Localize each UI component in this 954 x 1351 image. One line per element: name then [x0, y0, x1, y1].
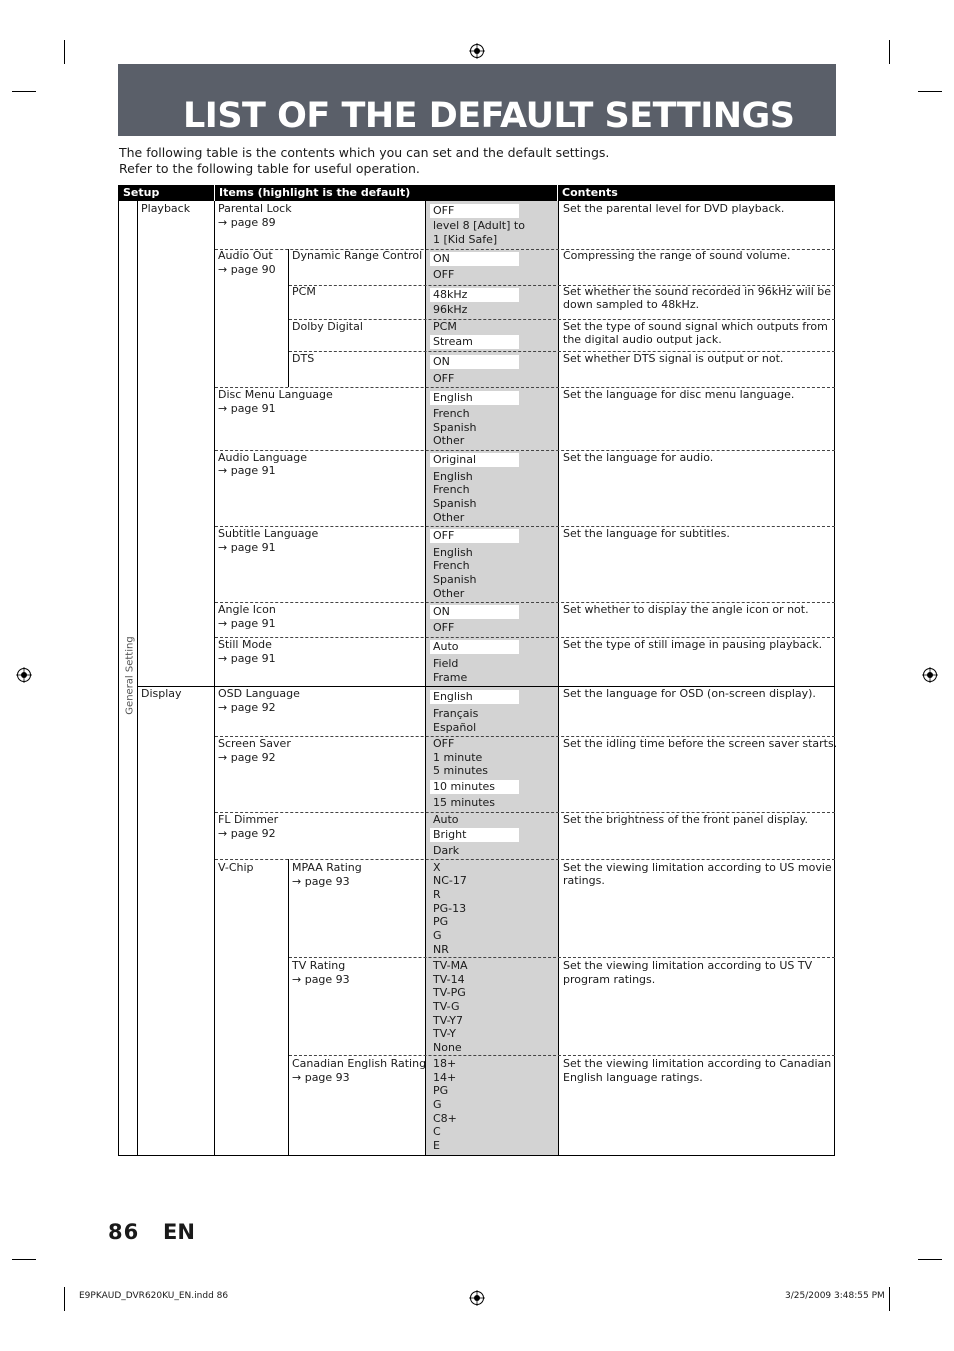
option-default: Auto — [430, 640, 519, 654]
option: Other — [433, 434, 465, 447]
page-ref: → page 91 — [218, 464, 276, 477]
intro-text — [119, 145, 609, 177]
crop-mark — [12, 91, 36, 92]
crop-mark — [12, 1259, 36, 1260]
header-setup: Setup — [123, 186, 160, 199]
content-text: Set the viewing limitation according to Canadian — [563, 1057, 832, 1070]
crop-mark — [889, 40, 890, 64]
option: Frame — [433, 671, 468, 684]
page-number: 86 — [108, 1220, 140, 1244]
option: Français — [433, 707, 479, 720]
settings-table — [118, 201, 838, 1156]
option: Other — [433, 587, 465, 600]
item-screen-saver: Screen Saver — [218, 737, 291, 750]
option: NC-17 — [433, 874, 467, 887]
crop-mark — [918, 1259, 942, 1260]
table-header — [118, 185, 835, 201]
option: TV-14 — [433, 973, 465, 986]
content-text: Set whether to display the angle icon or not. — [563, 603, 809, 616]
option: Spanish — [433, 497, 477, 510]
page-ref: → page 92 — [218, 827, 276, 840]
crop-mark — [64, 1287, 65, 1311]
option-default: Original — [430, 453, 519, 467]
item-audio-language: Audio Language — [218, 451, 308, 464]
page-ref: → page 89 — [218, 216, 276, 229]
option-default: Stream — [430, 335, 519, 349]
page-ref: → page 93 — [292, 1071, 350, 1084]
option: 14+ — [433, 1071, 457, 1084]
option-default: Bright — [430, 828, 519, 842]
intro-line: The following table is the contents which you can set and the default settings. — [119, 145, 610, 160]
content-text: Set the type of sound signal which outputs from — [563, 320, 828, 333]
option: TV-Y7 — [433, 1014, 463, 1027]
group-playback: Playback — [141, 202, 191, 215]
option: English — [433, 546, 473, 559]
item-drc: Dynamic Range Control — [292, 249, 423, 262]
option: TV-MA — [433, 959, 468, 972]
option: TV-G — [433, 1000, 460, 1013]
item-v-chip: V-Chip — [218, 861, 254, 874]
content-text: Set the language for OSD (on-screen display). — [563, 687, 816, 700]
option: None — [433, 1041, 462, 1054]
option: OFF — [433, 737, 455, 750]
content-text: program ratings. — [563, 973, 656, 986]
option: R — [433, 888, 441, 901]
group-display: Display — [141, 687, 182, 700]
option: PG — [433, 915, 449, 928]
page-ref: → page 93 — [292, 875, 350, 888]
option: level 8 [Adult] to — [433, 219, 525, 232]
option: C — [433, 1125, 441, 1138]
option-default: ON — [430, 605, 519, 619]
option: Dark — [433, 844, 460, 857]
option-default: OFF — [430, 204, 519, 218]
page-ref: → page 90 — [218, 263, 276, 276]
content-text: Set the language for disc menu language. — [563, 388, 795, 401]
option: PCM — [433, 320, 457, 333]
option: OFF — [433, 268, 455, 281]
page-ref: → page 92 — [218, 701, 276, 714]
item-dts: DTS — [292, 352, 315, 365]
content-text: English language ratings. — [563, 1071, 703, 1084]
option: G — [433, 1098, 442, 1111]
option: G — [433, 929, 442, 942]
content-text: Set whether the sound recorded in 96kHz will be — [563, 285, 832, 298]
content-text: Set the type of still image in pausing playback. — [563, 638, 823, 651]
item-angle-icon: Angle Icon — [218, 603, 276, 616]
option: Spanish — [433, 573, 477, 586]
content-text: Set the language for subtitles. — [563, 527, 730, 540]
item-canadian-english-rating: Canadian English Rating — [292, 1057, 427, 1070]
option: 1 minute — [433, 751, 483, 764]
item-tv-rating: TV Rating — [292, 959, 346, 972]
header-items: Items (highlight is the default) — [219, 186, 411, 199]
option: Field — [433, 657, 459, 670]
content-text: the digital audio output jack. — [563, 333, 722, 346]
option: 96kHz — [433, 303, 468, 316]
item-pcm: PCM — [292, 285, 316, 298]
option: French — [433, 483, 470, 496]
content-text: Compressing the range of sound volume. — [563, 249, 791, 262]
item-audio-out: Audio Out — [218, 249, 273, 262]
page-ref: → page 91 — [218, 652, 276, 665]
option: Other — [433, 511, 465, 524]
option: Español — [433, 721, 477, 734]
option: English — [433, 470, 473, 483]
option-default: English — [430, 690, 519, 704]
option: French — [433, 559, 470, 572]
option-default: English — [430, 391, 519, 405]
registration-mark-icon — [922, 667, 938, 683]
page-language: EN — [163, 1220, 195, 1244]
option: TV-PG — [433, 986, 466, 999]
option: OFF — [433, 372, 455, 385]
section-label: General Setting — [124, 636, 136, 715]
item-parental-lock: Parental Lock — [218, 202, 292, 215]
option: NR — [433, 943, 449, 956]
item-still-mode: Still Mode — [218, 638, 272, 651]
content-text: Set the language for audio. — [563, 451, 714, 464]
option: C8+ — [433, 1112, 457, 1125]
content-text: Set the viewing limitation according to US TV — [563, 959, 813, 972]
option: Spanish — [433, 421, 477, 434]
option: E — [433, 1139, 440, 1152]
option: X — [433, 861, 441, 874]
crop-mark — [889, 1287, 890, 1311]
item-mpaa-rating: MPAA Rating — [292, 861, 362, 874]
option-default: OFF — [430, 529, 519, 543]
option: PG — [433, 1084, 449, 1097]
option: PG-13 — [433, 902, 467, 915]
option: Auto — [433, 813, 459, 826]
item-osd-language: OSD Language — [218, 687, 300, 700]
registration-mark-icon — [16, 667, 32, 683]
content-text: Set the viewing limitation according to US movie — [563, 861, 832, 874]
page-title: LIST OF THE DEFAULT SETTINGS — [183, 96, 795, 136]
page-ref: → page 92 — [218, 751, 276, 764]
page-ref: → page 93 — [292, 973, 350, 986]
registration-mark-icon — [469, 1290, 485, 1306]
item-subtitle-language: Subtitle Language — [218, 527, 319, 540]
item-disc-menu-language: Disc Menu Language — [218, 388, 333, 401]
content-text: Set the idling time before the screen saver starts. — [563, 737, 838, 750]
crop-mark — [64, 40, 65, 64]
option: 15 minutes — [433, 796, 496, 809]
option-default: ON — [430, 252, 519, 266]
footer-file: E9PKAUD_DVR620KU_EN.indd 86 — [79, 1291, 229, 1301]
item-dolby-digital: Dolby Digital — [292, 320, 363, 333]
content-text: Set whether DTS signal is output or not. — [563, 352, 784, 365]
item-fl-dimmer: FL Dimmer — [218, 813, 279, 826]
option: TV-Y — [433, 1027, 456, 1040]
header-contents: Contents — [562, 186, 618, 199]
option-default: ON — [430, 355, 519, 369]
page-ref: → page 91 — [218, 617, 276, 630]
option: 1 [Kid Safe] — [433, 233, 498, 246]
content-text: down sampled to 48kHz. — [563, 298, 700, 311]
intro-line: Refer to the following table for useful operation. — [119, 161, 420, 176]
crop-mark — [918, 91, 942, 92]
option: French — [433, 407, 470, 420]
registration-mark-icon — [469, 43, 485, 59]
page-ref: → page 91 — [218, 541, 276, 554]
option-default: 10 minutes — [430, 780, 519, 794]
footer-date: 3/25/2009 3:48:55 PM — [785, 1291, 885, 1301]
option: 5 minutes — [433, 764, 489, 777]
content-text: Set the brightness of the front panel display. — [563, 813, 808, 826]
option: OFF — [433, 621, 455, 634]
content-text: ratings. — [563, 874, 605, 887]
content-text: Set the parental level for DVD playback. — [563, 202, 785, 215]
option-default: 48kHz — [430, 288, 519, 302]
page-ref: → page 91 — [218, 402, 276, 415]
option: 18+ — [433, 1057, 457, 1070]
